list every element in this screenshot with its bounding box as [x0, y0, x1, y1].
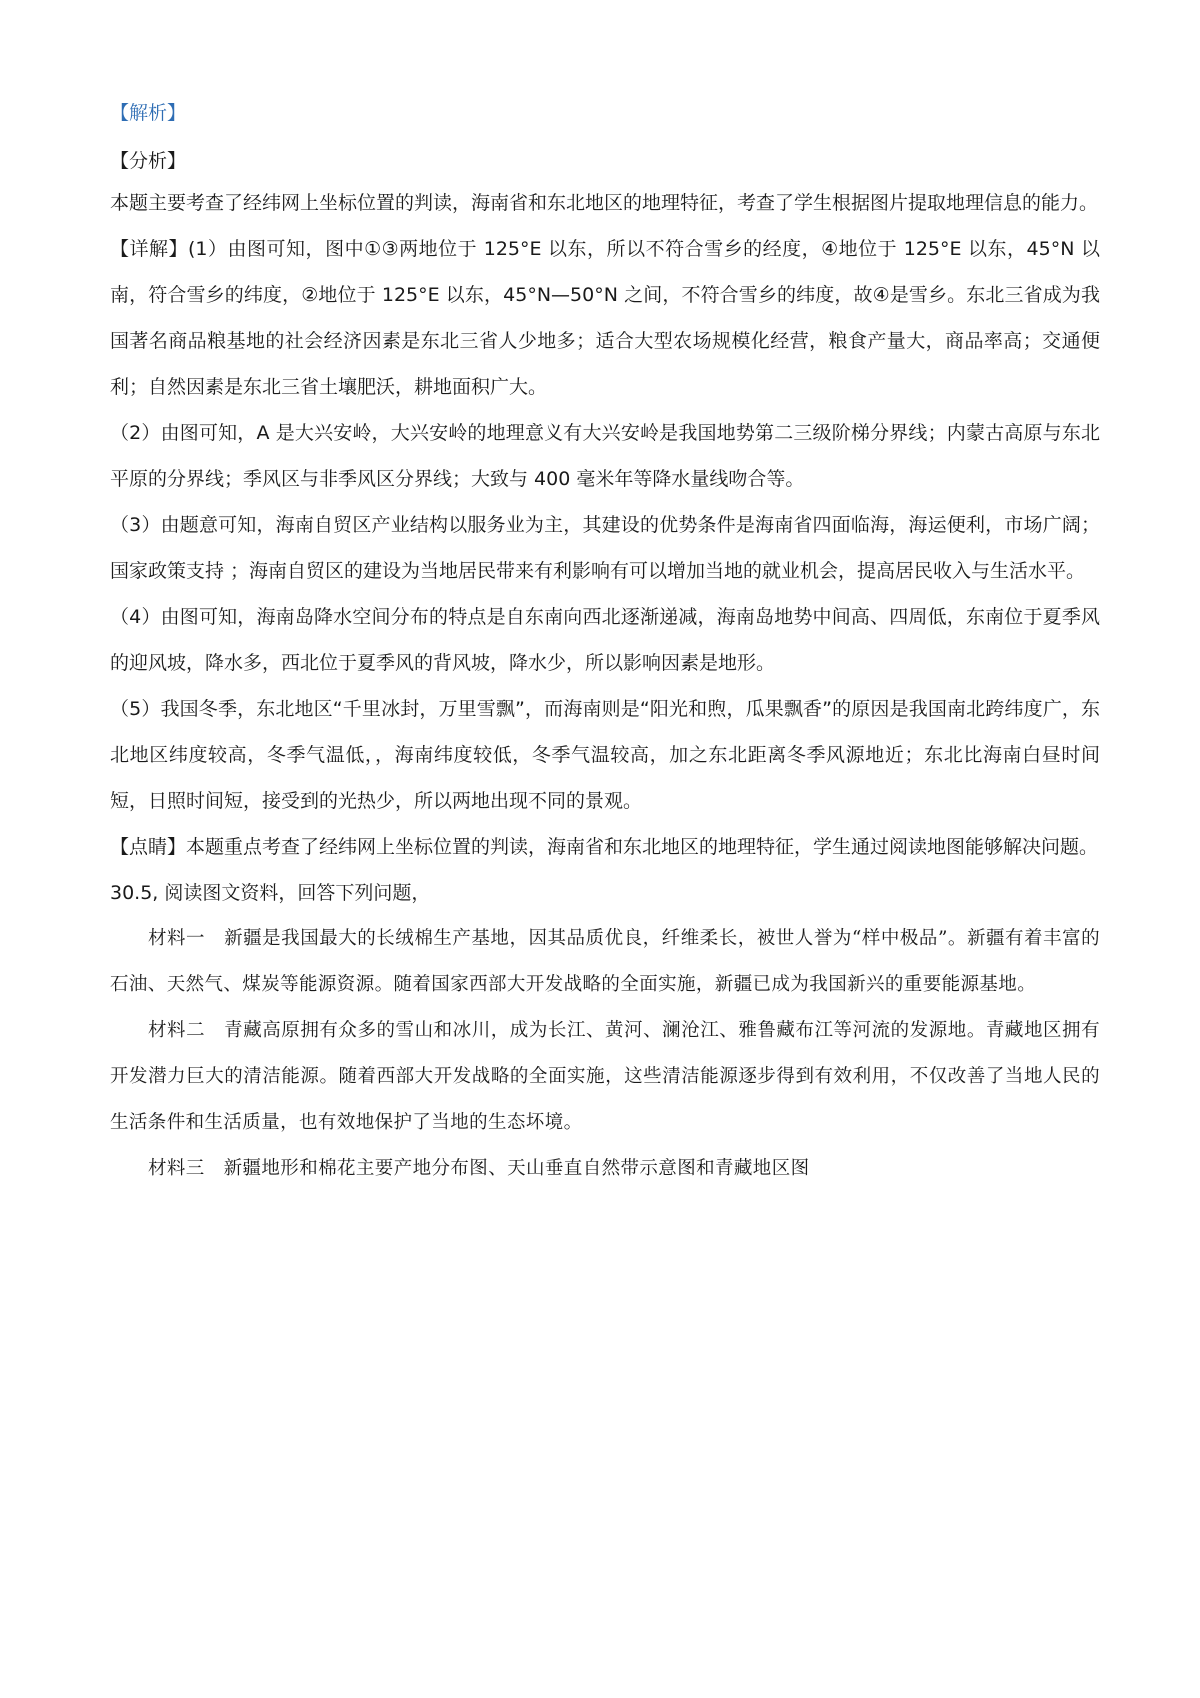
detail-paragraph-4: （4）由图可知，海南岛降水空间分布的特点是自东南向西北逐渐递减，海南岛地势中间高、四周低，东南位于夏季风的迎风坡，降水多，西北位于夏季风的背风坡，降水少，所以影响因素是地形。	[110, 606, 1100, 674]
dianjing-paragraph: 【点睛】本题重点考查了经纬网上坐标位置的判读，海南省和东北地区的地理特征，学生通过阅读地图能够解决问题。	[110, 836, 1099, 858]
material-3: 材料三 新疆地形和棉花主要产地分布图、天山垂直自然带示意图和青藏地区图	[148, 1158, 810, 1179]
material-1: 材料一 新疆是我国最大的长绒棉生产基地，因其品质优良，纤维柔长，被世人誉为“样中极品”。新疆有着丰富的石油、天然气、煤炭等能源资源。随着国家西部大开发战略的全面实施，新疆已成为我国新兴的重要能源基地。	[110, 928, 1100, 995]
detail-paragraph-2: （2）由图可知，A 是大兴安岭，大兴安岭的地理意义有大兴安岭是我国地势第二三级阶梯分界线；内蒙古高原与东北平原的分界线；季风区与非季风区分界线；大致与 400 毫米年等降水量线吻合等。	[110, 422, 1100, 490]
material-2: 材料二 青藏高原拥有众多的雪山和冰川，成为长江、黄河、澜沧江、雅鲁藏布江等河流的发源地。青藏地区拥有开发潜力巨大的清洁能源。随着西部大开发战略的全面实施，这些清洁能源逐步得到有效利用，不仅改善了当地人民的生活条件和生活质量，也有效地保护了当地的生态坏境。	[110, 1020, 1100, 1133]
document-page	[110, 98, 1100, 1192]
detail-paragraph-3: （3）由题意可知，海南自贸区产业结构以服务业为主，其建设的优势条件是海南省四面临海，海运便利，市场广阔；国家政策支持 ；海南自贸区的建设为当地居民带来有利影响有可以增加当地的就业机会，提高居民收入与生活水平。	[110, 514, 1100, 582]
question-stem: 30.5, 阅读图文资料，回答下列问题，	[110, 882, 431, 904]
detail-paragraph-5: （5）我国冬季，东北地区“千里冰封，万里雪飘”，而海南则是“阳光和煦，瓜果飘香”的原因是我国南北跨纬度广，东北地区纬度较高，冬季气温低，，海南纬度较低，冬季气温较高，加之东北距离冬季风源地近；东北比海南白昼时间短，日照时间短，接受到的光热少，所以两地出现不同的景观。	[110, 698, 1100, 812]
detail-paragraph-1: 【详解】(1）由图可知，图中①③两地位于 125°E 以东，所以不符合雪乡的经度，④地位于 125°E 以东，45°N 以南，符合雪乡的纬度，②地位于 125°E 以东，45°N—50°N 之间，不符合雪乡的纬度，故④是雪乡。东北三省成为我国著名商品粮基地的社会经济因素是东北三省人少地多；适合大型农场规模化经营，粮食产量大，商品率高；交通便利；自然因素是东北三省土壤肥沃，耕地面积广大。	[110, 238, 1100, 398]
heading-fenxi: 【分析】	[110, 150, 187, 172]
analysis-paragraph: 本题主要考查了经纬网上坐标位置的判读，海南省和东北地区的地理特征，考查了学生根据图片提取地理信息的能力。	[110, 192, 1099, 214]
heading-jiexi: 【解析】	[110, 102, 187, 124]
